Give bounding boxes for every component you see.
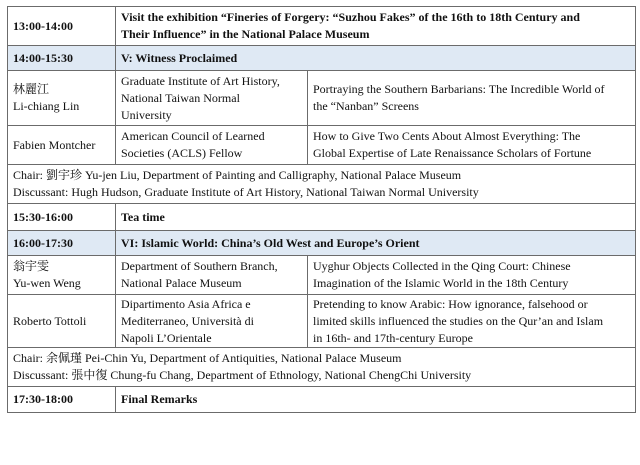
paper-title-line: Uyghur Objects Collected in the Qing Court: Chinese — [313, 259, 571, 273]
speaker-affiliation — [116, 126, 308, 165]
speaker-name — [8, 256, 116, 295]
paper-title — [308, 295, 636, 348]
paper-title-line: How to Give Two Cents About Almost Everything: The — [313, 129, 581, 143]
speaker-affiliation — [116, 295, 308, 348]
table-row — [8, 348, 636, 387]
discussant-line: Discussant: Hugh Hudson, Graduate Institute of Art History, National Taiwan Normal University — [13, 185, 479, 199]
table-row — [8, 46, 636, 71]
session-title-line: Visit the exhibition “Fineries of Forgery: “Suzhou Fakes” of the 16th to 18th Century and — [121, 10, 580, 24]
session-title: Tea time — [116, 204, 636, 231]
table-row — [8, 295, 636, 348]
table-row — [8, 387, 636, 413]
speaker-affiliation — [116, 71, 308, 126]
session-title: V: Witness Proclaimed — [116, 46, 636, 71]
chair-discussant-cell — [8, 165, 636, 204]
speaker-name-english: Li-chiang Lin — [13, 99, 80, 113]
table-row — [8, 71, 636, 126]
paper-title-line: the “Nanban” Screens — [313, 99, 419, 113]
time-slot: 13:00-14:00 — [8, 7, 116, 46]
time-slot: 17:30-18:00 — [8, 387, 116, 413]
speaker-affiliation — [116, 256, 308, 295]
affiliation-line: Societies (ACLS) Fellow — [121, 146, 243, 160]
session-title: VI: Islamic World: China’s Old West and Europe’s Orient — [116, 231, 636, 256]
affiliation-line: National Palace Museum — [121, 276, 242, 290]
table-row — [8, 231, 636, 256]
speaker-name: Roberto Tottoli — [8, 295, 116, 348]
session-title: Final Remarks — [116, 387, 636, 413]
speaker-name-english: Yu-wen Weng — [13, 276, 81, 290]
chair-discussant-cell — [8, 348, 636, 387]
chair-line: Chair: 劉宇珍 Yu-jen Liu, Department of Painting and Calligraphy, National Palace Museum — [13, 168, 462, 182]
speaker-name-chinese: 林麗江 — [13, 82, 50, 96]
paper-title-line: Global Expertise of Late Renaissance Scholars of Fortune — [313, 146, 592, 160]
affiliation-line: Mediterraneo, Università di — [121, 313, 254, 328]
table-row — [8, 126, 636, 165]
affiliation-line: University — [121, 107, 172, 122]
time-slot: 14:00-15:30 — [8, 46, 116, 71]
session-title — [116, 7, 636, 46]
affiliation-line: American Council of Learned — [121, 129, 265, 143]
paper-title — [308, 71, 636, 126]
affiliation-line: Department of Southern Branch, — [121, 259, 278, 273]
table-row — [8, 165, 636, 204]
chair-line: Chair: 余佩瑾 Pei-Chin Yu, Department of Antiquities, National Palace Museum — [13, 351, 402, 365]
affiliation-line: Graduate Institute of Art History, — [121, 73, 280, 88]
schedule-table — [7, 6, 636, 413]
paper-title-line: Imagination of the Islamic World in the 18th Century — [313, 276, 569, 290]
affiliation-line: Napoli L’Orientale — [121, 330, 212, 345]
affiliation-line: National Taiwan Normal — [121, 90, 240, 105]
table-row — [8, 256, 636, 295]
time-slot: 15:30-16:00 — [8, 204, 116, 231]
paper-title-line: Pretending to know Arabic: How ignorance, falsehood or — [313, 296, 588, 311]
table-row — [8, 204, 636, 231]
speaker-name: Fabien Montcher — [8, 126, 116, 165]
speaker-name — [8, 71, 116, 126]
paper-title — [308, 256, 636, 295]
paper-title-line: limited skills influenced the studies on the Qur’an and Islam — [313, 313, 604, 328]
table-row — [8, 7, 636, 46]
paper-title-line: in 16th- and 17th-century Europe — [313, 330, 473, 345]
paper-title — [308, 126, 636, 165]
affiliation-line: Dipartimento Asia Africa e — [121, 296, 251, 311]
discussant-line: Discussant: 張中復 Chung-fu Chang, Department of Ethnology, National ChengChi University — [13, 368, 472, 382]
session-title-line: Their Influence” in the National Palace Museum — [121, 27, 370, 41]
time-slot: 16:00-17:30 — [8, 231, 116, 256]
paper-title-line: Portraying the Southern Barbarians: The Incredible World of — [313, 82, 605, 96]
speaker-name-chinese: 翁宇雯 — [13, 259, 50, 273]
